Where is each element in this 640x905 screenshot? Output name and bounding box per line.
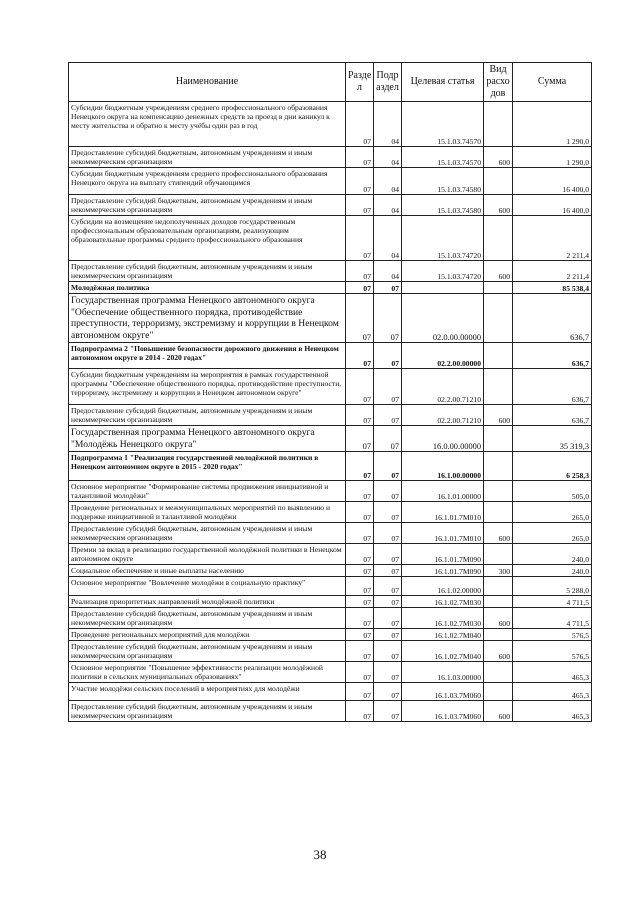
expense-type-cell xyxy=(484,544,513,565)
section-cell: 07 xyxy=(346,683,374,701)
sum-cell: 2 211,4 xyxy=(513,261,592,282)
table-row xyxy=(69,282,592,294)
subsection-cell: 04 xyxy=(374,168,402,195)
expense-type-cell: 600 xyxy=(484,261,513,282)
sum-cell: 265,0 xyxy=(513,523,592,544)
section-cell: 07 xyxy=(346,426,374,452)
table-row xyxy=(69,147,592,168)
table-row xyxy=(69,426,592,452)
subsection-cell: 07 xyxy=(374,629,402,641)
section-cell: 07 xyxy=(346,523,374,544)
sum-cell: 6 258,3 xyxy=(513,452,592,481)
subsection-cell: 07 xyxy=(374,282,402,294)
target-cell: 15.1.03.74720 xyxy=(402,261,484,282)
section-cell: 07 xyxy=(346,544,374,565)
table-row xyxy=(69,544,592,565)
subsection-cell: 07 xyxy=(374,369,402,405)
target-cell: 16.1.02.7M040 xyxy=(402,629,484,641)
table-row xyxy=(69,662,592,683)
sum-cell: 240,0 xyxy=(513,544,592,565)
sum-cell: 465,3 xyxy=(513,683,592,701)
row-name-cell: Предоставление субсидий бюджетным, автономным учреждениям и иным некоммерческим организациям xyxy=(69,147,346,168)
table-row xyxy=(69,565,592,577)
section-cell: 07 xyxy=(346,641,374,662)
table-row xyxy=(69,294,592,343)
row-name-cell: Участие молодёжи сельских поселений в мероприятиях для молодёжи xyxy=(69,683,346,701)
target-cell: 15.1.03.74570 xyxy=(402,147,484,168)
row-name-cell: Предоставление субсидий бюджетным, автономным учреждениям и иным некоммерческим организациям xyxy=(69,261,346,282)
row-name-cell: Основное мероприятие "Повышение эффективности реализации молодёжной политики в сельских муниципальных образованиях" xyxy=(69,662,346,683)
target-cell: 15.1.03.74580 xyxy=(402,168,484,195)
sum-cell: 4 711,5 xyxy=(513,596,592,608)
section-cell: 07 xyxy=(346,502,374,523)
subsection-cell: 07 xyxy=(374,683,402,701)
row-name-cell: Реализация приоритетных направлений молодёжной политики xyxy=(69,596,346,608)
expense-type-cell xyxy=(484,343,513,369)
target-cell: 16.1.01.7M010 xyxy=(402,523,484,544)
target-cell: 16.1.01.7M090 xyxy=(402,565,484,577)
section-cell: 07 xyxy=(346,147,374,168)
expense-type-cell xyxy=(484,282,513,294)
subsection-cell: 07 xyxy=(374,343,402,369)
target-cell: 15.1.03.74580 xyxy=(402,195,484,216)
subsection-cell: 04 xyxy=(374,147,402,168)
expense-type-cell xyxy=(484,369,513,405)
table-row xyxy=(69,481,592,502)
section-cell: 07 xyxy=(346,195,374,216)
table-row xyxy=(69,343,592,369)
subsection-cell: 04 xyxy=(374,195,402,216)
row-name-cell: Основное мероприятие "Формирование системы продвижения инициативной и талантливой молодёжи" xyxy=(69,481,346,502)
row-name-cell: Социальное обеспечение и иные выплаты населению xyxy=(69,565,346,577)
table-row xyxy=(69,216,592,261)
section-cell: 07 xyxy=(346,261,374,282)
sum-cell: 1 290,0 xyxy=(513,102,592,147)
table-row xyxy=(69,168,592,195)
subsection-cell: 07 xyxy=(374,294,402,343)
table-row xyxy=(69,683,592,701)
sum-cell: 465,3 xyxy=(513,662,592,683)
section-cell: 07 xyxy=(346,577,374,596)
expense-type-cell xyxy=(484,294,513,343)
section-cell: 07 xyxy=(346,701,374,722)
table-row xyxy=(69,405,592,426)
sum-cell: 636,7 xyxy=(513,405,592,426)
expense-type-cell: 600 xyxy=(484,147,513,168)
row-name-cell: Предоставление субсидий бюджетным, автономным учреждениям и иным некоммерческим организациям xyxy=(69,405,346,426)
target-cell: 15.1.03.74720 xyxy=(402,216,484,261)
target-cell: 16.1.03.00000 xyxy=(402,662,484,683)
target-cell: 16.1.02.7M040 xyxy=(402,641,484,662)
sum-cell: 16 400,0 xyxy=(513,195,592,216)
row-name-cell: Субсидии бюджетным учреждениям на мероприятия в рамках государственной программы "Обеспечение общественного порядка, противодействие преступности, терроризму, экстремизму и коррупции в Ненецком автономном округе" xyxy=(69,369,346,405)
expense-type-cell: 600 xyxy=(484,195,513,216)
target-cell: 02.2.00.71210 xyxy=(402,369,484,405)
table-row xyxy=(69,502,592,523)
sum-cell: 505,0 xyxy=(513,481,592,502)
target-cell: 02.2.00.71210 xyxy=(402,405,484,426)
expense-type-cell: 300 xyxy=(484,565,513,577)
table-row xyxy=(69,523,592,544)
row-name-cell: Подпрограмма 2 "Повышение безопасности дорожного движения в Ненецком автономном округе в 2014 - 2020 годах" xyxy=(69,343,346,369)
table-row xyxy=(69,596,592,608)
row-name-cell: Предоставление субсидий бюджетным, автономным учреждениям и иным некоммерческим организациям xyxy=(69,641,346,662)
table-row xyxy=(69,195,592,216)
subsection-cell: 07 xyxy=(374,405,402,426)
sum-cell: 240,0 xyxy=(513,565,592,577)
subsection-cell: 07 xyxy=(374,565,402,577)
table-row xyxy=(69,641,592,662)
budget-table xyxy=(68,62,592,722)
sum-cell: 85 538,4 xyxy=(513,282,592,294)
target-cell: 16.1.02.00000 xyxy=(402,577,484,596)
sum-cell: 636,7 xyxy=(513,343,592,369)
subsection-cell: 04 xyxy=(374,102,402,147)
expense-type-cell xyxy=(484,452,513,481)
row-name-cell: Предоставление субсидий бюджетным, автономным учреждениям и иным некоммерческим организациям xyxy=(69,701,346,722)
sum-cell: 35 319,3 xyxy=(513,426,592,452)
section-cell: 07 xyxy=(346,608,374,629)
page-number: 38 xyxy=(313,847,327,862)
row-name-cell: Молодёжная политика xyxy=(69,282,346,294)
section-cell: 07 xyxy=(346,452,374,481)
expense-type-cell xyxy=(484,168,513,195)
target-cell: 16.1.00.00000 xyxy=(402,452,484,481)
sum-cell: 2 211,4 xyxy=(513,216,592,261)
row-name-cell: Предоставление субсидий бюджетным, автономным учреждениям и иным некоммерческим организациям xyxy=(69,523,346,544)
section-cell: 07 xyxy=(346,629,374,641)
subsection-cell: 07 xyxy=(374,608,402,629)
section-cell: 07 xyxy=(346,481,374,502)
target-cell: 02.0.00.00000 xyxy=(402,294,484,343)
table-header-row xyxy=(69,63,592,102)
section-cell: 07 xyxy=(346,343,374,369)
sum-cell: 4 711,5 xyxy=(513,608,592,629)
row-name-cell: Премии за вклад в реализацию государственной молодёжной политики в Ненецком автономном округе xyxy=(69,544,346,565)
subsection-cell: 07 xyxy=(374,596,402,608)
table-row xyxy=(69,701,592,722)
subsection-cell: 07 xyxy=(374,523,402,544)
subsection-cell: 07 xyxy=(374,701,402,722)
subsection-cell: 07 xyxy=(374,577,402,596)
subsection-cell: 04 xyxy=(374,216,402,261)
subsection-cell: 07 xyxy=(374,662,402,683)
header-name: Наименование xyxy=(69,63,346,102)
target-cell: 16.1.03.7M060 xyxy=(402,701,484,722)
expense-type-cell: 600 xyxy=(484,608,513,629)
subsection-cell: 04 xyxy=(374,261,402,282)
row-name-cell: Субсидии бюджетным учреждениям среднего профессионального образования Ненецкого округа на компенсацию денежных средств за проезд в дни каникул к месту жительства и обратно к месту учёбы один раз в год xyxy=(69,102,346,147)
table-row xyxy=(69,369,592,405)
subsection-cell: 07 xyxy=(374,502,402,523)
sum-cell: 576,5 xyxy=(513,629,592,641)
header-expense-type: Вид расхо дов xyxy=(484,63,513,102)
expense-type-cell: 600 xyxy=(484,523,513,544)
sum-cell: 1 290,0 xyxy=(513,147,592,168)
sum-cell: 576,5 xyxy=(513,641,592,662)
table-row xyxy=(69,102,592,147)
section-cell: 07 xyxy=(346,168,374,195)
row-name-cell: Проведение региональных мероприятий для молодёжи xyxy=(69,629,346,641)
table-row xyxy=(69,629,592,641)
target-cell: 16.1.02.7M030 xyxy=(402,596,484,608)
expense-type-cell: 600 xyxy=(484,701,513,722)
target-cell: 02.2.00.00000 xyxy=(402,343,484,369)
expense-type-cell xyxy=(484,502,513,523)
expense-type-cell xyxy=(484,596,513,608)
sum-cell: 636,7 xyxy=(513,294,592,343)
table-row xyxy=(69,608,592,629)
sum-cell: 265,0 xyxy=(513,502,592,523)
target-cell: 16.1.01.7M090 xyxy=(402,544,484,565)
subsection-cell: 07 xyxy=(374,481,402,502)
expense-type-cell xyxy=(484,216,513,261)
subsection-cell: 07 xyxy=(374,426,402,452)
target-cell: 16.1.02.7M030 xyxy=(402,608,484,629)
header-section: Разде л xyxy=(346,63,374,102)
row-name-cell: Основное мероприятие "Вовлечение молодёжи в социальную практику" xyxy=(69,577,346,596)
sum-cell: 636,7 xyxy=(513,369,592,405)
target-cell: 15.1.03.74570 xyxy=(402,102,484,147)
table-row xyxy=(69,452,592,481)
row-name-cell: Проведение региональных и межмуниципальных мероприятий по выявлению и поддержке инициативной и талантливой молодёжи xyxy=(69,502,346,523)
expense-type-cell: 600 xyxy=(484,405,513,426)
target-cell xyxy=(402,282,484,294)
expense-type-cell xyxy=(484,629,513,641)
row-name-cell: Государственная программа Ненецкого автономного округа "Молодёжь Ненецкого округа" xyxy=(69,426,346,452)
section-cell: 07 xyxy=(346,294,374,343)
expense-type-cell xyxy=(484,102,513,147)
subsection-cell: 07 xyxy=(374,544,402,565)
section-cell: 07 xyxy=(346,565,374,577)
sum-cell: 16 400,0 xyxy=(513,168,592,195)
target-cell: 16.0.00.00000 xyxy=(402,426,484,452)
expense-type-cell xyxy=(484,683,513,701)
section-cell: 07 xyxy=(346,282,374,294)
section-cell: 07 xyxy=(346,369,374,405)
row-name-cell: Предоставление субсидий бюджетным, автономным учреждениям и иным некоммерческим организациям xyxy=(69,608,346,629)
section-cell: 07 xyxy=(346,405,374,426)
expense-type-cell xyxy=(484,577,513,596)
row-name-cell: Подпрограмма 1 "Реализация государственной молодёжной политики в Ненецком автономном округе в 2015 - 2020 годах" xyxy=(69,452,346,481)
section-cell: 07 xyxy=(346,662,374,683)
expense-type-cell xyxy=(484,662,513,683)
header-sum: Сумма xyxy=(513,63,592,102)
row-name-cell: Субсидии бюджетным учреждениям среднего профессионального образования Ненецкого округа на выплату стипендий обучающимся xyxy=(69,168,346,195)
expense-type-cell: 600 xyxy=(484,641,513,662)
sum-cell: 5 288,0 xyxy=(513,577,592,596)
section-cell: 07 xyxy=(346,216,374,261)
target-cell: 16.1.03.7M060 xyxy=(402,683,484,701)
expense-type-cell xyxy=(484,426,513,452)
header-target: Целевая статья xyxy=(402,63,484,102)
sum-cell: 465,3 xyxy=(513,701,592,722)
table-row xyxy=(69,261,592,282)
target-cell: 16.1.01.00000 xyxy=(402,481,484,502)
row-name-cell: Предоставление субсидий бюджетным, автономным учреждениям и иным некоммерческим организациям xyxy=(69,195,346,216)
section-cell: 07 xyxy=(346,596,374,608)
expense-type-cell xyxy=(484,481,513,502)
header-subsection: Подр аздел xyxy=(374,63,402,102)
subsection-cell: 07 xyxy=(374,452,402,481)
table-body xyxy=(69,102,592,722)
section-cell: 07 xyxy=(346,102,374,147)
subsection-cell: 07 xyxy=(374,641,402,662)
row-name-cell: Государственная программа Ненецкого автономного округа "Обеспечение общественного порядка, противодействие преступности, терроризму, экстремизму и коррупции в Ненецком автономном округе" xyxy=(69,294,346,343)
row-name-cell: Субсидии на возмещение недополученных доходов государственным профессиональным образовательным организациям, реализующим образовательные программы среднего профессионального образования xyxy=(69,216,346,261)
target-cell: 16.1.01.7M010 xyxy=(402,502,484,523)
table-row xyxy=(69,577,592,596)
